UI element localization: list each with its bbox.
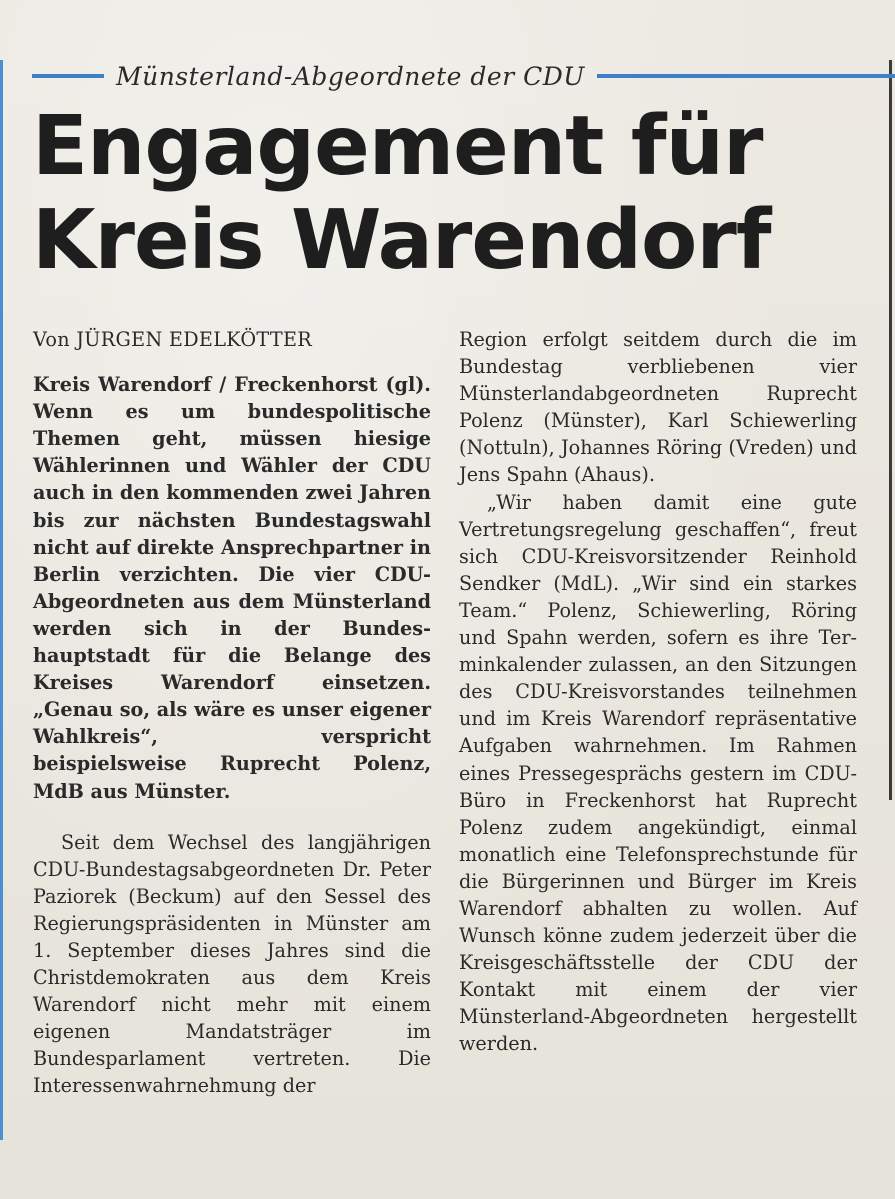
article-column-left [33,326,431,1100]
headline-line-2: Kreis Warendorf [32,193,771,288]
lead-paragraph: Kreis Warendorf / Freckenhorst (gl). Wenn es um bundespolitische Themen geht, müssen hiesige Wählerinnen und Wähler der CDU auch in den kommenden zwei Jahren bis zur nächsten Bundestagswahl nicht auf direkte Ansprechpartner in Berlin verzichten. Die vier CDU-Abgeordneten aus dem Münsterland werden sich in der Bundeshauptstadt für die Belange des Kreises Warendorf einsetzen. „Genau so, als wäre es unser eigener Wahlkreis“, verspricht beispielsweise Ruprecht Polenz, MdB aus Münster. [33,373,431,803]
page-edge-rule [0,60,3,1140]
headline [32,100,832,288]
kicker-row [32,58,895,94]
body-paragraph-2: „Wir haben damit eine gute Vertretungsregelung geschaffen“, freut sich CDU-Kreisvorsitzender Reinhold Sendker (MdL). „Wir sind ein starkes Team.“ Polenz, Schiewerling, Röring und Spahn werden, sofern es ihre Terminkalender zulassen, an den Sitzungen des CDU-Kreisvorstandes teilnehmen und im Kreis Warendorf repräsentative Aufgaben wahrnehmen. Im Rahmen eines Pressegesprächs gestern im CDU-Büro in Freckenhorst hat Ruprecht Polenz zudem angekündigt, einmal monatlich eine Telefonsprechstunde für die Bürgerinnen und Bürger im Kreis Warendorf abhalten zu wollen. Auf Wunsch könne zudem jederzeit über die Kreisgeschäftsstelle der CDU der Kontakt mit einem der vier Münsterland-Abgeordneten hergestellt werden. [459,490,857,1056]
article-column-right [459,326,857,1058]
byline: Von JÜRGEN EDELKÖTTER [33,328,313,351]
kicker: Münsterland-Abgeordnete der CDU [116,61,585,91]
column-divider-rule [889,60,892,800]
body-paragraph-1-part-a: Seit dem Wechsel des langjährigen CDU-Bundestagsabgeordneten Dr. Peter Paziorek (Beckum) auf den Sessel des Regierungspräsidenten in Münster am 1. September dieses Jahres sind die Christdemokraten aus dem Kreis Warendorf nicht mehr mit einem eigenen Mandatsträger im Bundesparlament vertreten. Die Interessenwahrnehmung der [33,830,431,1098]
headline-line-1: Engagement für [32,99,763,194]
kicker-rule-right [597,74,895,78]
body-paragraph-1-part-b: Region erfolgt seitdem durch die im Bundestag verbliebenen vier Münsterlandabgeordneten Ruprecht Polenz (Münster), Karl Schiewerling (Nottuln), Johannes Röring (Vreden) und Jens Spahn (Ahaus). [459,328,857,487]
kicker-rule-left [32,74,104,78]
